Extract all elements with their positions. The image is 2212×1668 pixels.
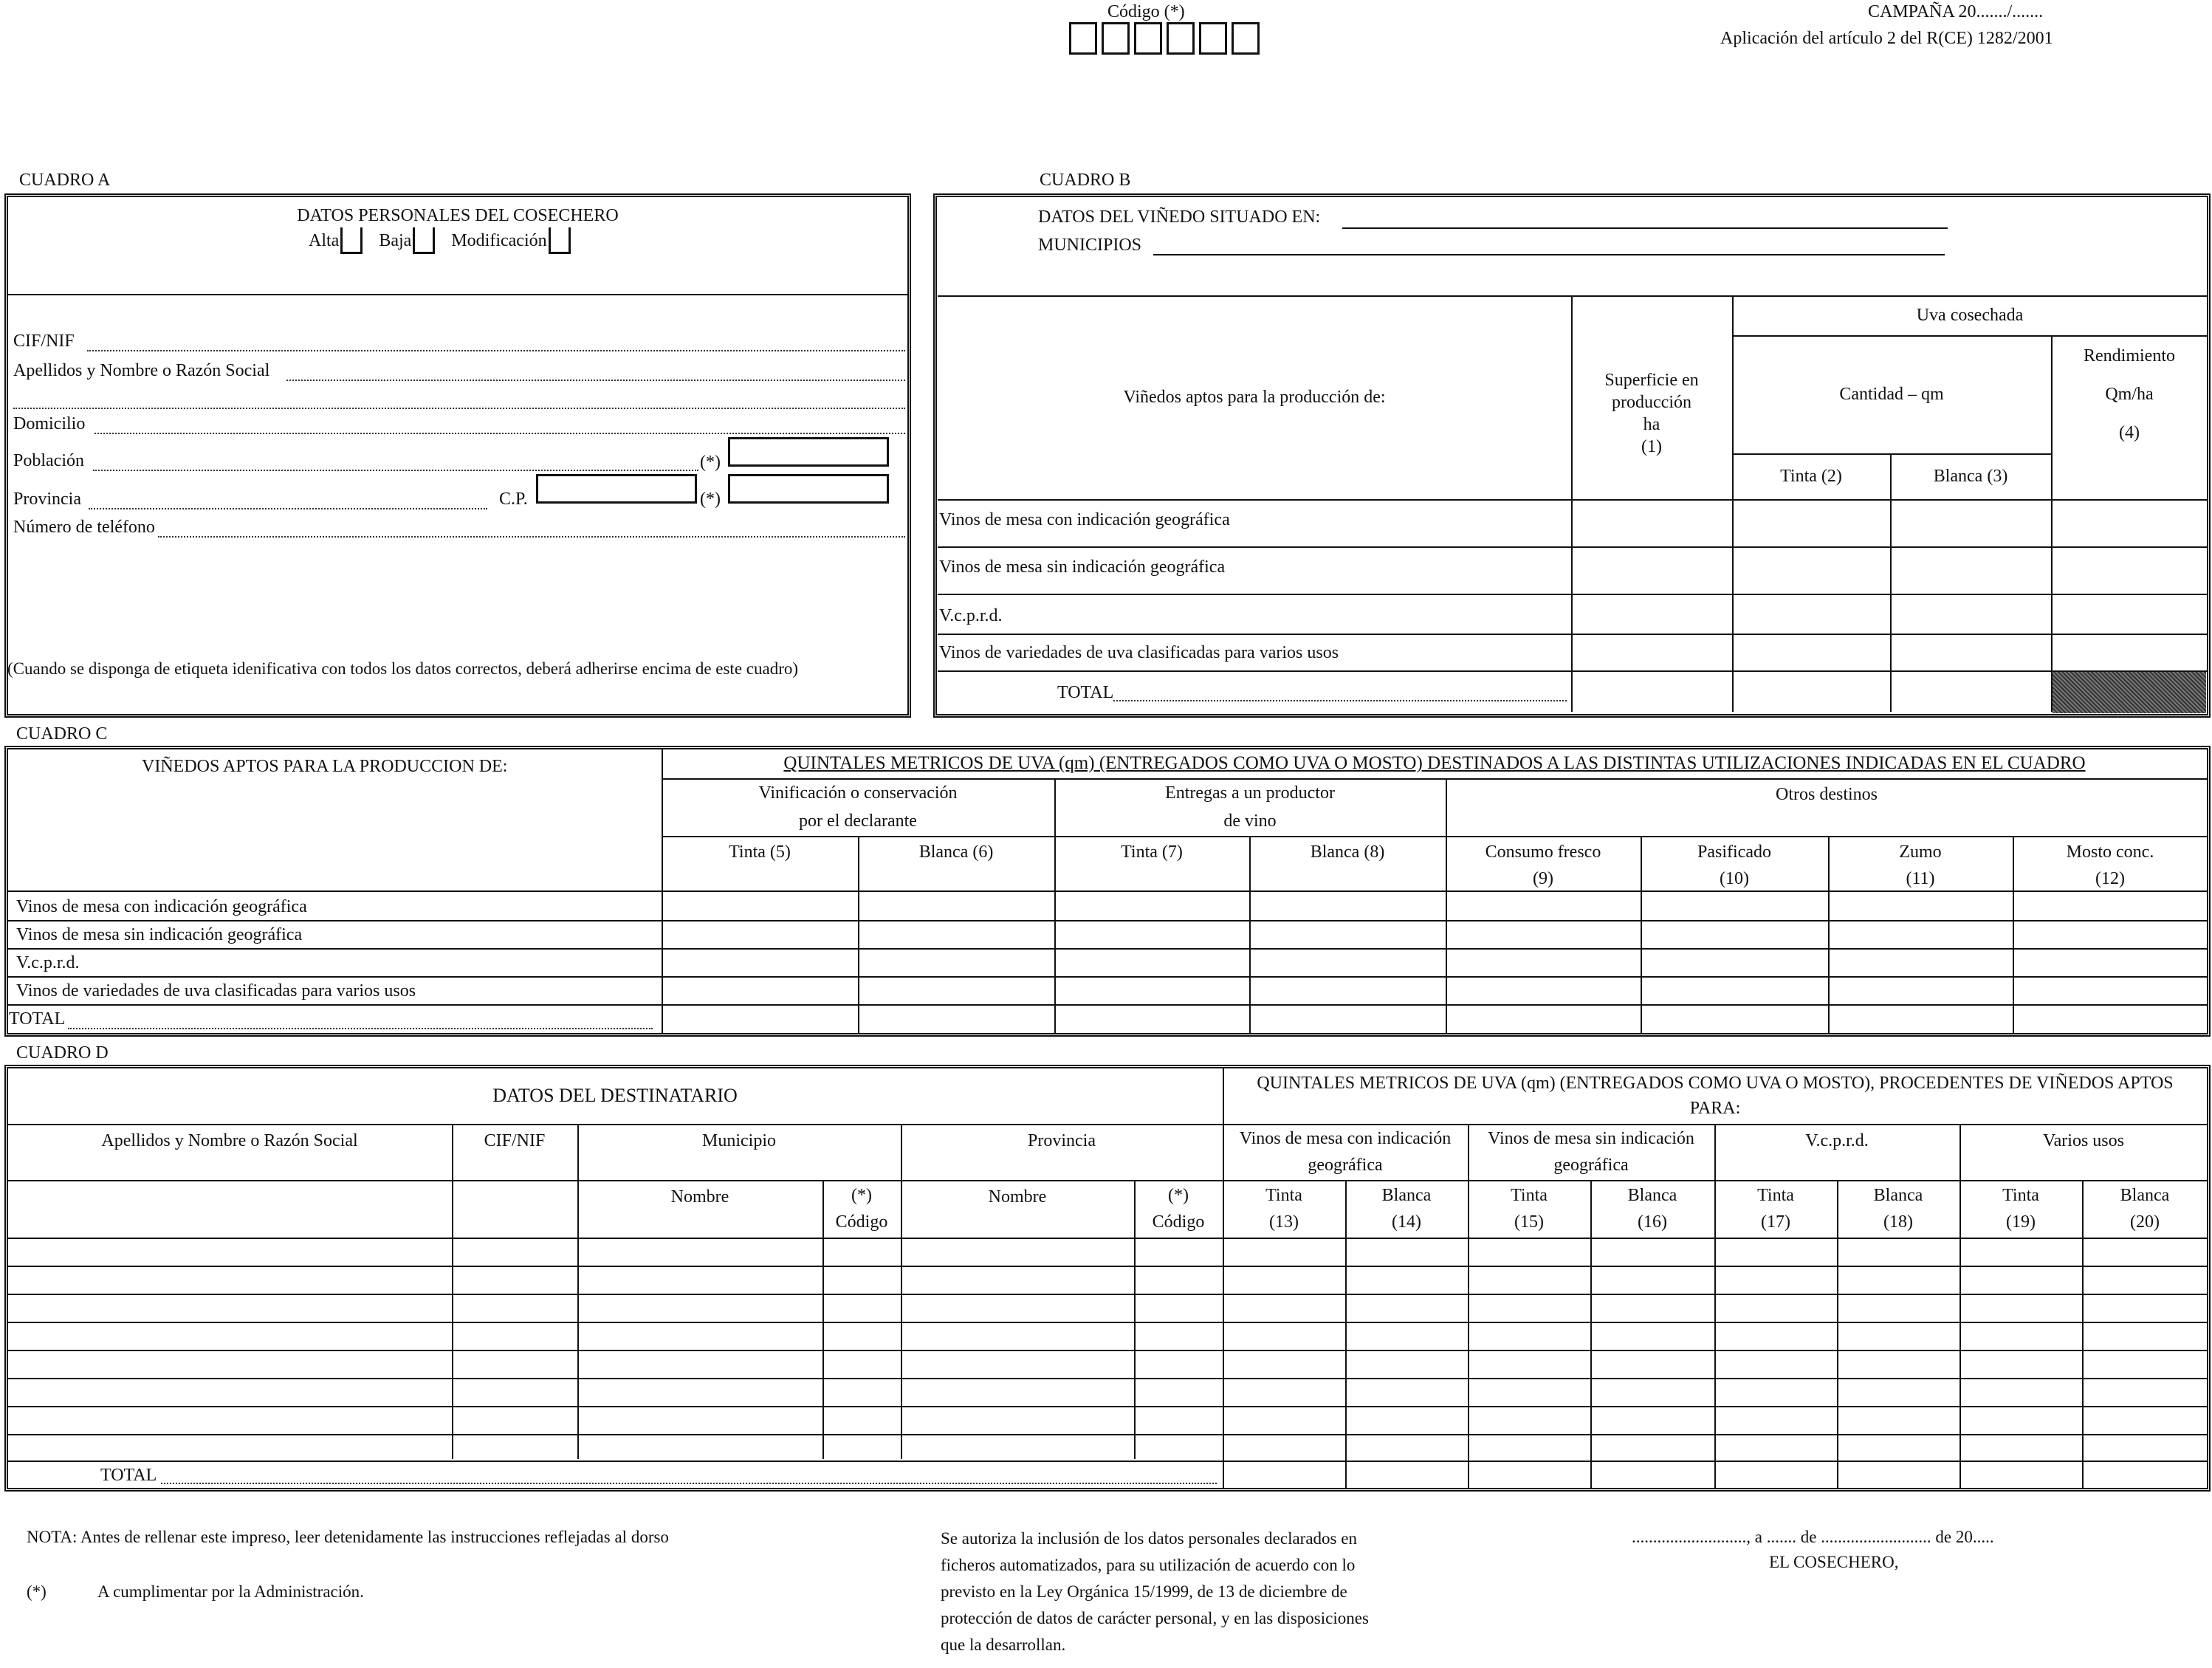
domicilio-label: Domicilio: [13, 414, 86, 433]
c-sub-10: Pasificado (10): [1697, 842, 1771, 888]
d-total-label: TOTAL: [100, 1466, 157, 1485]
d-mun-codigo: (*) Código: [835, 1186, 888, 1232]
c-sub-8: Blanca (8): [1310, 842, 1385, 862]
apellidos-field-2[interactable]: [13, 408, 905, 409]
col-superficie-header: Superficie en producción ha (1): [1604, 371, 1699, 456]
b-row-4: Vinos de variedades de uva clasificadas para varios usos: [939, 643, 1339, 662]
cuadro-a-title: DATOS PERSONALES DEL COSECHERO: [297, 206, 619, 225]
cuadro-c-label: CUADRO C: [16, 724, 108, 744]
alta-checkbox[interactable]: [340, 227, 363, 254]
c-sub-9: Consumo fresco (9): [1485, 842, 1601, 888]
d-prov-nombre: Nombre: [988, 1187, 1047, 1207]
c-sub-12: Mosto conc. (12): [2066, 842, 2154, 888]
d-provincia-header: Provincia: [1028, 1131, 1096, 1150]
alta-label: Alta: [309, 231, 340, 250]
c-total-label: TOTAL: [9, 1009, 66, 1029]
footer-autoriza: Se autoriza la inclusión de los datos personales declarados en ficheros automatizados, para su utilización de acuerdo con lo previsto en la Ley Orgánica 15/1999, de 13 de diciembre de protección de datos de carácter personal, y en las disposiciones que la desarrollan.: [941, 1529, 1369, 1654]
d-group-4: Varios usos: [2042, 1131, 2124, 1150]
tinta-2-header: Tinta (2): [1780, 467, 1842, 486]
poblacion-field[interactable]: [93, 470, 698, 471]
d-sub-19: Tinta (19): [2002, 1186, 2039, 1232]
footer-nota: NOTA: Antes de rellenar este impreso, leer detenidamente las instrucciones reflejadas al dorso: [27, 1528, 669, 1546]
d-group-3: V.c.p.r.d.: [1805, 1131, 1869, 1150]
c-row-3: V.c.p.r.d.: [16, 953, 80, 972]
d-sub-15: Tinta (15): [1511, 1186, 1548, 1232]
aplicacion-label: Aplicación del artículo 2 del R(CE) 1282/2001: [1720, 29, 2053, 48]
provincia-field[interactable]: [89, 508, 487, 509]
destinatario-header: DATOS DEL DESTINATARIO: [492, 1085, 738, 1106]
d-group-2: Vinos de mesa sin indicación geográfica: [1488, 1129, 1694, 1175]
provincia-code-box[interactable]: [728, 474, 889, 504]
provincia-label: Provincia: [13, 490, 81, 509]
telefono-field[interactable]: [158, 536, 905, 538]
situado-field[interactable]: [1342, 227, 1948, 229]
col-vinedos-header: Viñedos aptos para la producción de:: [1123, 388, 1386, 407]
c-sub-5: Tinta (5): [729, 842, 791, 862]
b-row-3: V.c.p.r.d.: [939, 606, 1003, 625]
c-sub-11: Zumo (11): [1899, 842, 1942, 888]
modificacion-label: Modificación: [451, 231, 547, 250]
c-entregas-header: Entregas a un productor de vino: [1165, 783, 1335, 831]
municipios-field[interactable]: [1153, 254, 1945, 255]
d-apellidos-header: Apellidos y Nombre o Razón Social: [101, 1131, 358, 1150]
cif-field[interactable]: [87, 350, 905, 351]
rendimiento-header: Rendimiento Qm/ha (4): [2084, 346, 2175, 442]
baja-checkbox[interactable]: [413, 227, 435, 254]
modificacion-checkbox[interactable]: [549, 227, 571, 254]
b-row-1: Vinos de mesa con indicación geográfica: [939, 510, 1230, 529]
codigo-label: Código (*): [1107, 2, 1185, 21]
d-prov-codigo: (*) Código: [1152, 1186, 1205, 1232]
blanca-3-header: Blanca (3): [1933, 467, 2008, 486]
cuadro-a-label: CUADRO A: [19, 171, 111, 190]
rendimiento-total-shaded: [2053, 672, 2206, 713]
d-sub-17: Tinta (17): [1757, 1186, 1794, 1232]
d-quintales-header: QUINTALES METRICOS DE UVA (qm) (ENTREGADOS COMO UVA O MOSTO), PROCEDENTES DE VIÑEDOS APTOS PARA:: [1257, 1074, 2174, 1118]
poblacion-ast: (*): [700, 453, 721, 472]
d-cif-header: CIF/NIF: [484, 1131, 546, 1150]
cuadro-b-label: CUADRO B: [1040, 171, 1131, 190]
c-sub-6: Blanca (6): [918, 842, 994, 862]
footer-cumplimentar: A cumplimentar por la Administración.: [97, 1582, 364, 1601]
poblacion-code-box[interactable]: [728, 437, 889, 467]
b-row-2: Vinos de mesa sin indicación geográfica: [939, 557, 1226, 577]
campana-label: CAMPAÑA 20......./.......: [1868, 2, 2044, 21]
c-otros-header: Otros destinos: [1776, 785, 1878, 804]
d-sub-20: Blanca (20): [2120, 1186, 2170, 1232]
uva-cosechada-header: Uva cosechada: [1916, 306, 2024, 325]
cuadro-d-label: CUADRO D: [16, 1043, 109, 1063]
provincia-ast: (*): [700, 490, 721, 509]
c-row-1: Vinos de mesa con indicación geográfica: [16, 897, 307, 916]
c-sub-7: Tinta (7): [1121, 842, 1183, 862]
c-row-2: Vinos de mesa sin indicación geográfica: [16, 925, 303, 944]
telefono-label: Número de teléfono: [13, 518, 155, 537]
municipios-label: MUNICIPIOS: [1038, 236, 1142, 255]
domicilio-field[interactable]: [95, 433, 905, 434]
cantidad-header: Cantidad – qm: [1839, 385, 1944, 404]
d-sub-14: Blanca (14): [1381, 1186, 1432, 1232]
cif-label: CIF/NIF: [13, 332, 75, 351]
cp-label: C.P.: [499, 490, 528, 509]
apellidos-field[interactable]: [286, 380, 905, 381]
footer-cosechero: EL COSECHERO,: [1769, 1553, 1899, 1571]
d-sub-18: Blanca (18): [1873, 1186, 1923, 1232]
d-sub-13: Tinta (13): [1265, 1186, 1302, 1232]
d-municipio-header: Municipio: [702, 1131, 776, 1150]
footer-ast: (*): [27, 1582, 47, 1601]
poblacion-label: Población: [13, 451, 84, 470]
d-group-1: Vinos de mesa con indicación geográfica: [1239, 1129, 1452, 1175]
baja-label: Baja: [379, 231, 412, 250]
c-quintales-header: QUINTALES METRICOS DE UVA (qm) (ENTREGADOS COMO UVA O MOSTO) DESTINADOS A LAS DISTINTAS UTILIZACIONES INDICADAS EN EL CUADRO: [783, 753, 2086, 773]
c-vinificacion-header: Vinificación o conservación por el declarante: [758, 783, 958, 831]
d-mun-nombre: Nombre: [670, 1187, 729, 1207]
b-total-label: TOTAL: [1057, 683, 1114, 702]
alta-baja-row: [309, 227, 571, 254]
cp-box[interactable]: [536, 474, 697, 504]
cuadro-a-nota: (Cuando se disponga de etiqueta idenificativa con todos los datos correctos, deberá adherirse encima de este cuadro): [7, 659, 799, 678]
d-sub-16: Blanca (16): [1627, 1186, 1677, 1232]
situado-label: DATOS DEL VIÑEDO SITUADO EN:: [1038, 207, 1321, 227]
c-col-vinedos-header: VIÑEDOS APTOS PARA LA PRODUCCION DE:: [142, 757, 508, 776]
apellidos-label: Apellidos y Nombre o Razón Social: [13, 361, 270, 380]
footer-fecha[interactable]: ..........................., a ....... de .......................... de 20.....: [1632, 1528, 1994, 1546]
c-row-4: Vinos de variedades de uva clasificadas para varios usos: [16, 981, 416, 1001]
